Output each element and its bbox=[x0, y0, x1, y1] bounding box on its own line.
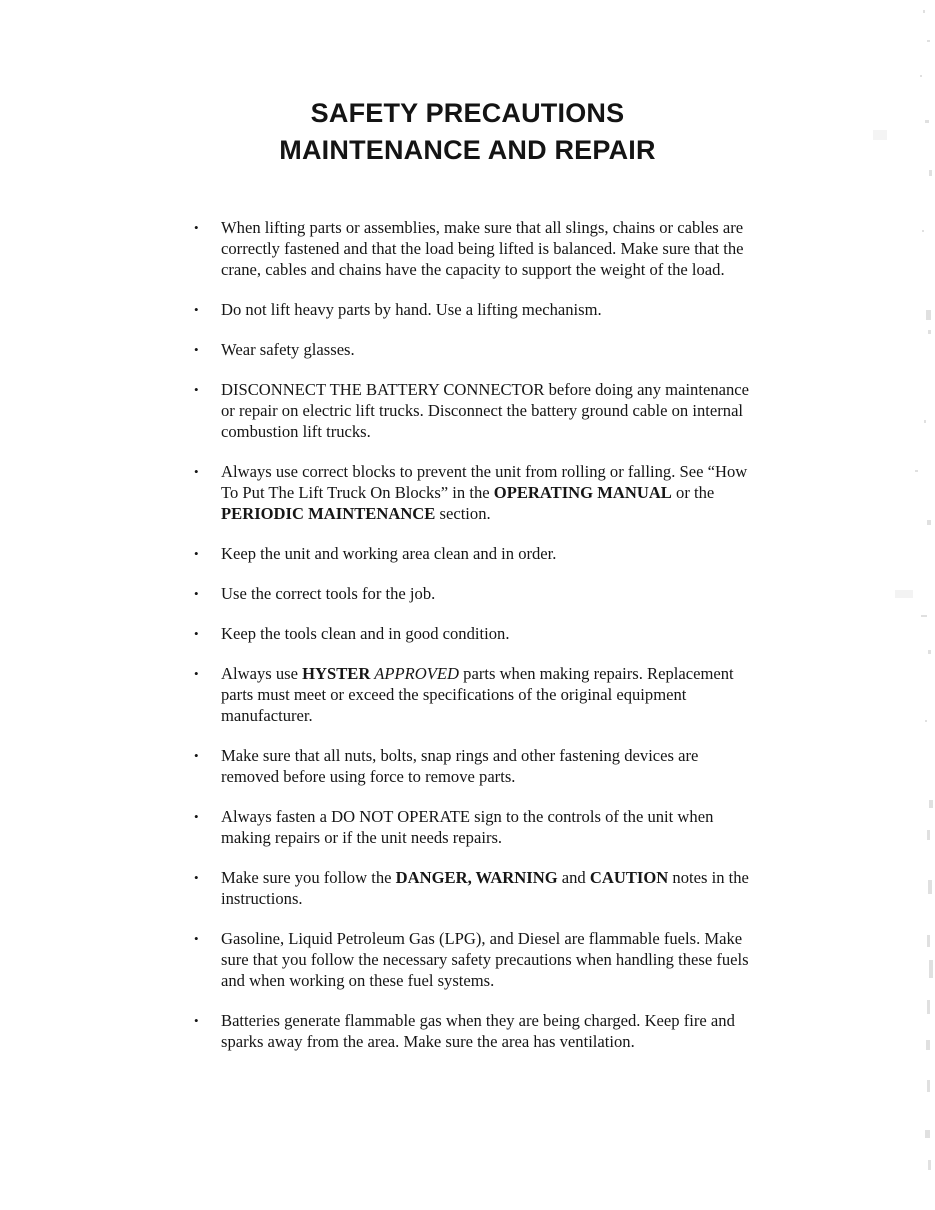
item-text-part: or the bbox=[671, 483, 715, 502]
list-item bbox=[192, 745, 757, 787]
item-text: Wear safety glasses. bbox=[221, 340, 355, 359]
periodic-maintenance-reference: PERIODIC MAINTENANCE bbox=[221, 504, 436, 523]
item-text-part: and bbox=[557, 868, 590, 887]
list-item bbox=[192, 867, 757, 909]
item-text: DISCONNECT THE BATTERY CONNECTOR before doing any maintenance or repair on electric lift trucks. Disconnect the battery ground cable on internal combustion lift trucks. bbox=[221, 380, 750, 441]
item-text-part: section. bbox=[435, 504, 491, 523]
item-text bbox=[221, 664, 734, 725]
item-text: Make sure that all nuts, bolts, snap rings and other fastening devices are removed before using force to remove parts. bbox=[221, 746, 699, 786]
list-item bbox=[192, 461, 757, 524]
item-text: Batteries generate flammable gas when they are being charged. Keep fire and sparks away from the area. Make sure the area has ventilation. bbox=[221, 1011, 735, 1051]
approved-text: APPROVED bbox=[370, 664, 460, 683]
bullet-icon: • bbox=[194, 302, 199, 317]
item-text: When lifting parts or assemblies, make sure that all slings, chains or cables are correctly fastened and that the load being lifted is balanced. Make sure that the crane, cables and chains have the capacity to support the weight of the load. bbox=[221, 218, 744, 279]
list-item bbox=[192, 623, 757, 644]
scan-edge-noise bbox=[865, 0, 935, 1210]
bullet-icon: • bbox=[194, 931, 199, 946]
list-item bbox=[192, 928, 757, 991]
page-title bbox=[0, 95, 935, 169]
item-text-part: Always use bbox=[221, 664, 303, 683]
list-item bbox=[192, 299, 757, 320]
title-line-2: MAINTENANCE AND REPAIR bbox=[279, 135, 656, 165]
list-item bbox=[192, 663, 757, 726]
item-text: Do not lift heavy parts by hand. Use a lifting mechanism. bbox=[221, 300, 602, 319]
list-item bbox=[192, 379, 757, 442]
bullet-icon: • bbox=[194, 464, 199, 479]
title-line-1: SAFETY PRECAUTIONS bbox=[310, 98, 625, 128]
item-text bbox=[221, 462, 747, 523]
bullet-icon: • bbox=[194, 220, 199, 235]
operating-manual-reference: OPERATING MANUAL bbox=[493, 483, 672, 502]
list-item bbox=[192, 339, 757, 360]
list-item bbox=[192, 1010, 757, 1052]
list-item bbox=[192, 543, 757, 564]
bullet-icon: • bbox=[194, 586, 199, 601]
bullet-icon: • bbox=[194, 748, 199, 763]
list-item bbox=[192, 806, 757, 848]
bullet-icon: • bbox=[194, 342, 199, 357]
danger-warning-text: DANGER, WARNING bbox=[395, 868, 558, 887]
bullet-icon: • bbox=[194, 546, 199, 561]
bullet-icon: • bbox=[194, 1013, 199, 1028]
bullet-icon: • bbox=[194, 870, 199, 885]
item-text-part: notes in the instructions. bbox=[221, 868, 749, 908]
item-text-part: Always use correct blocks to prevent the unit from rolling or falling. See “How To Put The Lift Truck On Blocks” in the bbox=[221, 462, 748, 502]
hyster-brand-text: HYSTER bbox=[302, 664, 371, 683]
bullet-icon: • bbox=[194, 809, 199, 824]
safety-precautions-list bbox=[192, 217, 757, 1071]
item-text: Always fasten a DO NOT OPERATE sign to the controls of the unit when making repairs or if the unit needs repairs. bbox=[221, 807, 714, 847]
item-text: Gasoline, Liquid Petroleum Gas (LPG), and Diesel are flammable fuels. Make sure that you follow the necessary safety precautions when handling these fuels and when working on these fuel systems. bbox=[221, 929, 749, 990]
bullet-icon: • bbox=[194, 382, 199, 397]
list-item bbox=[192, 217, 757, 280]
item-text-part: parts when making repairs. Replacement parts must meet or exceed the specifications of the original equipment manufacturer. bbox=[221, 664, 734, 725]
bullet-icon: • bbox=[194, 666, 199, 681]
list-item bbox=[192, 583, 757, 604]
item-text-part: Make sure you follow the bbox=[221, 868, 396, 887]
item-text: Keep the unit and working area clean and in order. bbox=[221, 544, 557, 563]
item-text bbox=[221, 868, 749, 908]
caution-text: CAUTION bbox=[589, 868, 669, 887]
bullet-icon: • bbox=[194, 626, 199, 641]
item-text: Use the correct tools for the job. bbox=[221, 584, 436, 603]
item-text: Keep the tools clean and in good condition. bbox=[221, 624, 510, 643]
